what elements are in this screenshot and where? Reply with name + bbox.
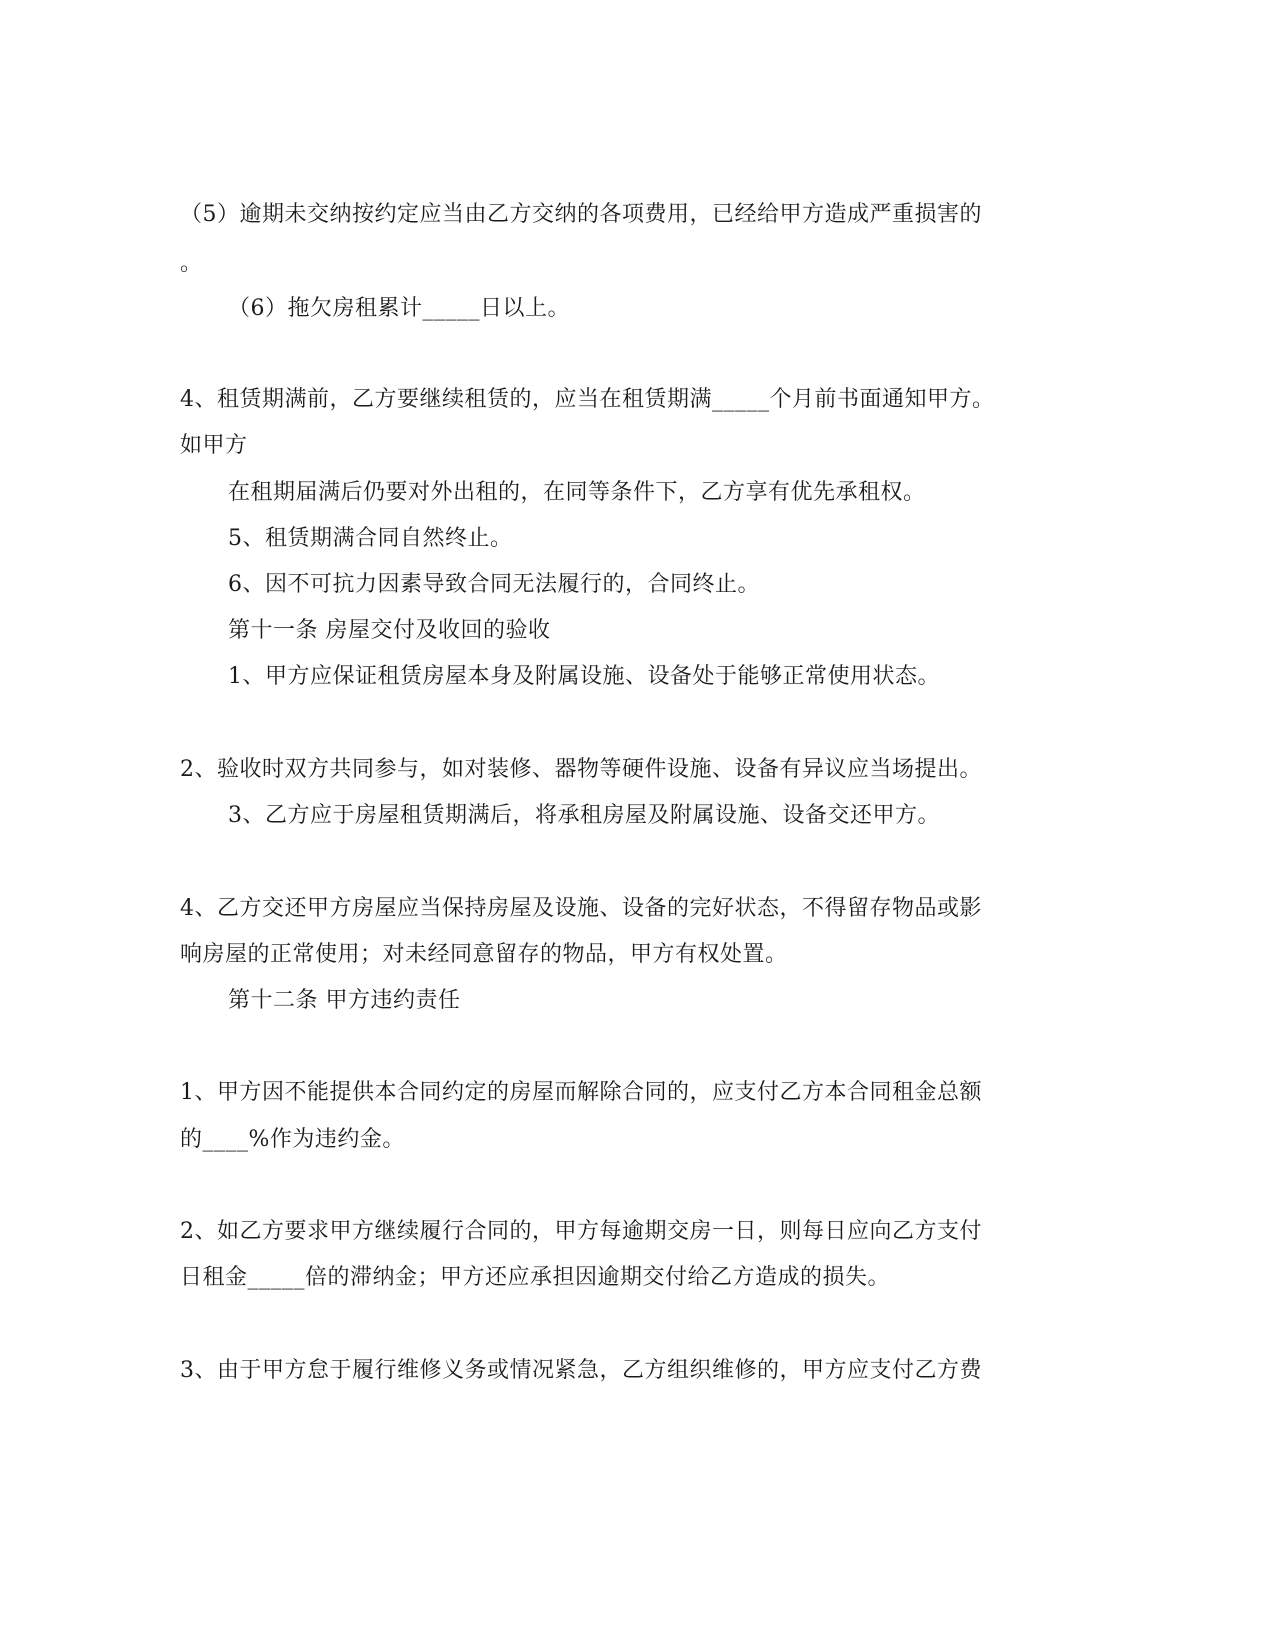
article-12-heading: 第十二条 甲方违约责任: [228, 988, 461, 1013]
handover-clause-4-line-2: 响房屋的正常使用；对未经同意留存的物品，甲方有权处置。: [180, 942, 788, 967]
force-majeure-termination: 6、因不可抗力因素导致合同无法履行的，合同终止。: [228, 572, 760, 597]
article-11-heading: 第十一条 房屋交付及收回的验收: [228, 618, 551, 643]
handover-clause-4-line-1: 4、乙方交还甲方房屋应当保持房屋及设施、设备的完好状态，不得留存物品或影: [180, 896, 982, 921]
lease-natural-termination: 5、租赁期满合同自然终止。: [228, 526, 513, 551]
lease-renewal-notice-line-2: 如甲方: [180, 433, 248, 458]
lease-renewal-notice-line-1: 4、租赁期满前，乙方要继续租赁的，应当在租赁期满_____个月前书面通知甲方。: [180, 387, 995, 412]
clause-5-overdue-fees-line-2: 。: [180, 251, 203, 276]
handover-clause-1: 1、甲方应保证租赁房屋本身及附属设施、设备处于能够正常使用状态。: [228, 664, 940, 689]
landlord-breach-clause-1-line-2: 的____%作为违约金。: [180, 1127, 405, 1152]
handover-clause-2: 2、验收时双方共同参与，如对装修、器物等硬件设施、设备有异议应当场提出。: [180, 757, 982, 782]
clause-6-rent-arrears: （6）拖欠房租累计_____日以上。: [228, 296, 570, 321]
handover-clause-3: 3、乙方应于房屋租赁期满后，将承租房屋及附属设施、设备交还甲方。: [228, 803, 940, 828]
landlord-breach-clause-1-line-1: 1、甲方因不能提供本合同约定的房屋而解除合同的，应支付乙方本合同租金总额: [180, 1080, 982, 1105]
priority-lease-right: 在租期届满后仍要对外出租的，在同等条件下，乙方享有优先承租权。: [228, 480, 926, 505]
landlord-breach-clause-2-line-1: 2、如乙方要求甲方继续履行合同的，甲方每逾期交房一日，则每日应向乙方支付: [180, 1219, 982, 1244]
clause-5-overdue-fees-line-1: （5）逾期未交纳按约定应当由乙方交纳的各项费用，已经给甲方造成严重损害的: [180, 202, 982, 227]
landlord-breach-clause-3-line-1: 3、由于甲方怠于履行维修义务或情况紧急，乙方组织维修的，甲方应支付乙方费: [180, 1358, 982, 1383]
landlord-breach-clause-2-line-2: 日租金_____倍的滞纳金；甲方还应承担因逾期交付给乙方造成的损失。: [180, 1265, 891, 1290]
